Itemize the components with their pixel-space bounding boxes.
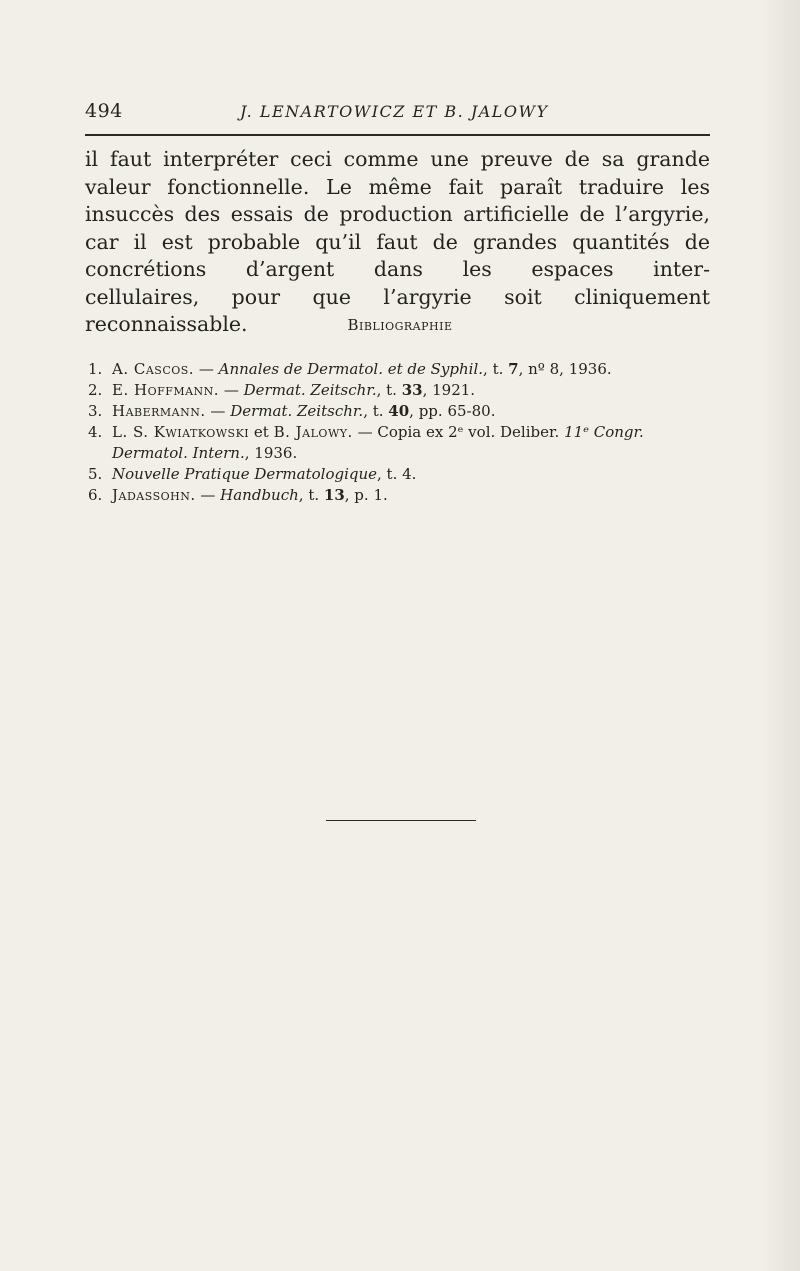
bib-volume: 7 <box>508 360 519 378</box>
running-header <box>85 100 710 128</box>
bib-separator: — <box>205 402 231 420</box>
bib-source: Nouvelle Pratique Dermatologique <box>112 465 378 483</box>
bib-text: Copia ex 2ᵉ vol. Deliber. <box>377 423 565 441</box>
bib-source: Annales de Dermatol. et de Syphil. <box>218 360 484 378</box>
bib-detail: , p. 1. <box>344 486 388 504</box>
bib-author: A. Cascos. <box>112 360 195 378</box>
bib-detail: , pp. 65-80. <box>409 402 496 420</box>
page-number: 494 <box>85 100 123 122</box>
bib-source: 11ᵉ Congr. <box>564 423 644 441</box>
bib-entry-5 <box>88 464 713 485</box>
paragraph-text: il faut interpréter ceci comme une preuve de sa grande valeur fonctionnelle. Le même fait paraît traduire les insuccès des essais de production artificielle de l’argyrie, car il est probable qu’il faut de grandes quantités de concrétions d’argent dans les espaces inter- <box>85 147 710 281</box>
bib-detail: , nº 8, 1936. <box>518 360 612 378</box>
bib-separator: — <box>352 423 378 441</box>
page-edge-shadow <box>760 0 800 1271</box>
paragraph-last-line: cellulaires, pour que l’argyrie soit cliniquement reconnaissable. <box>85 284 710 336</box>
bib-number: 2. <box>88 381 103 399</box>
bib-source-continued: Dermatol. Intern. <box>112 444 245 462</box>
bib-author: E. Hoffmann. <box>112 381 220 399</box>
bib-number: 1. <box>88 360 103 378</box>
bib-volume: 33 <box>401 381 423 399</box>
bib-separator: — <box>194 360 219 378</box>
bib-detail: , t. <box>483 360 509 378</box>
bib-detail: , 1936. <box>244 444 298 462</box>
bib-source: Dermat. Zeitschr. <box>230 402 364 420</box>
bibliography-list <box>88 359 713 506</box>
bib-number: 5. <box>88 465 103 483</box>
running-head-title: J. LENARTOWICZ ET B. JALOWY <box>240 102 549 121</box>
bib-number: 4. <box>88 423 103 441</box>
bib-source: Dermat. Zeitschr. <box>243 381 377 399</box>
bib-author: Jadassohn. <box>112 486 196 504</box>
bib-detail: , t. <box>363 402 389 420</box>
bibliography-heading <box>0 316 800 334</box>
body-paragraph <box>85 146 710 339</box>
bib-author: B. Jalowy. <box>273 423 353 441</box>
bib-entry-2 <box>88 380 713 401</box>
bib-detail: , t. <box>298 486 324 504</box>
bib-detail: , t. 4. <box>377 465 417 483</box>
bib-entry-6 <box>88 485 713 506</box>
bib-source: Handbuch <box>220 486 299 504</box>
bib-volume: 40 <box>388 402 410 420</box>
bib-entry-4 <box>88 422 713 464</box>
bib-detail: , t. <box>376 381 402 399</box>
bib-entry-3 <box>88 401 713 422</box>
bib-number: 6. <box>88 486 103 504</box>
bib-separator: — <box>195 486 221 504</box>
bib-separator: — <box>219 381 244 399</box>
bib-author: L. S. Kwiatkowski <box>112 423 250 441</box>
bib-volume: 13 <box>323 486 345 504</box>
end-rule <box>326 820 476 821</box>
header-rule <box>85 134 710 136</box>
bib-conjunction: et <box>249 423 274 441</box>
bib-entry-1 <box>88 359 713 380</box>
bib-number: 3. <box>88 402 103 420</box>
bibliography-title: Bibliographie <box>347 316 453 334</box>
bib-detail: , 1921. <box>422 381 476 399</box>
bib-author: Habermann. <box>112 402 206 420</box>
